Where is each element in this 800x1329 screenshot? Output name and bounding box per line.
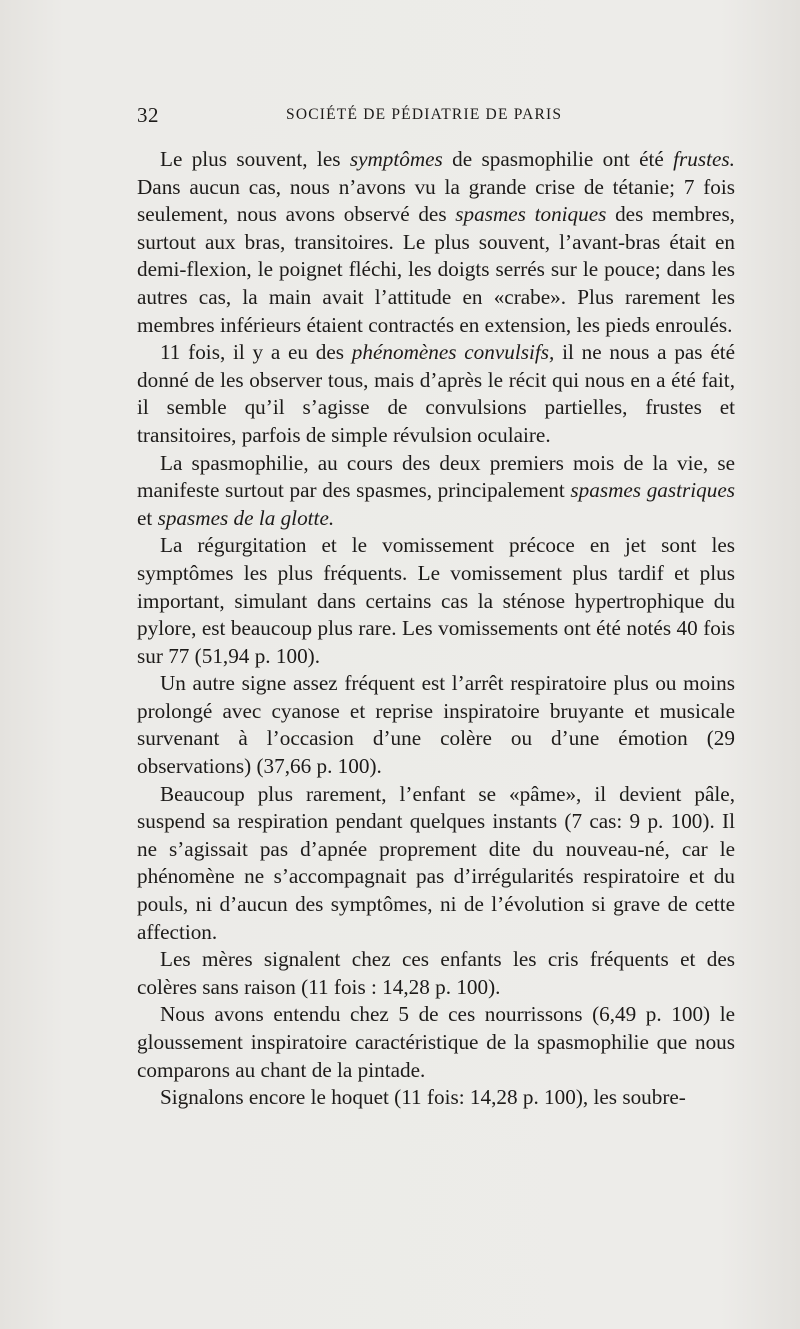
text-run: La spasmophilie, au cours des deux premiers mois de la vie, se manifeste surtout par des spasmes, principalement (137, 450, 735, 503)
italic-text: spasmes de la glotte. (157, 505, 335, 530)
running-head: SOCIÉTÉ DE PÉDIATRIE DE PARIS (286, 106, 563, 123)
text-run: Les mères signalent chez ces enfants les cris fréquents et des colères sans raison (11 fois : 14,28 p. 100). (137, 947, 735, 999)
paragraph (137, 1001, 735, 1084)
paragraph (137, 339, 735, 449)
italic-text: frustes. (673, 147, 735, 171)
page-number: 32 (137, 103, 159, 127)
body-text (137, 146, 735, 1112)
paragraph (137, 146, 735, 339)
text-run: Le plus souvent, les (160, 147, 350, 171)
text-run: de spasmophilie ont été (442, 147, 674, 171)
text-run: Un autre signe assez fréquent est l’arrêt respiratoire plus ou moins prolongé avec cyanose et reprise inspiratoire bruyante et musicale survenant à l’occasion d’une colère ou d’une émotion (29 observations) (37,66 p. 100). (137, 671, 735, 779)
text-run: Nous avons entendu chez 5 de ces nourrissons (6,49 p. 100) le gloussement inspiratoire caractéristique de la spasmophilie que nous comparons au chant de la pintade. (137, 1002, 735, 1082)
paragraph (137, 532, 735, 670)
text-run: et (137, 505, 158, 530)
paragraph (137, 946, 735, 1001)
italic-text: phénomènes convulsifs, (351, 340, 555, 365)
text-run: il ne nous a pas été donné de les observer tous, mais d’après le récit qui nous en a été fait, il semble qu’il s’agisse de convulsions partielles, frustes et transitoires, parfois de simple révulsion oculaire. (137, 340, 736, 447)
text-run: 11 fois, il y a eu des (160, 340, 352, 365)
paragraph (137, 450, 735, 533)
text-run: des membres, surtout aux bras, transitoires. Le plus souvent, l’avant-bras était en demi-flexion, le poignet fléchi, les doigts serrés sur le pouce; dans les autres cas, la main avait l’attitude en «crabe». Plus rarement les membres inférieurs étaient contractés en extension, les pieds enroulés. (137, 202, 735, 337)
text-run: Dans aucun cas, nous n’avons vu la grande crise de tétanie; 7 fois seulement, nous avons observé des (137, 174, 735, 227)
italic-text: spasmes toniques (455, 202, 607, 227)
text-run: Beaucoup plus rarement, l’enfant se «pâme», il devient pâle, suspend sa respiration pendant quelques instants (7 cas: 9 p. 100). Il ne s’agissait pas d’apnée proprement dite du nouveau-né, car le phénomène ne s’accompagnait pas d’irrégularités respiratoire et du pouls, ni d’aucun des symptômes, ni de l’évolution si grave de cette affection. (137, 781, 735, 944)
text-run: La régurgitation et le vomissement précoce en jet sont les symptômes les plus fréquents. Le vomissement plus tardif et plus important, simulant dans certains cas la sténose hypertrophique du pylore, est beaucoup plus rare. Les vomissements ont été notés 40 fois sur 77 (51,94 p. 100). (137, 533, 735, 668)
italic-text: symptômes (349, 147, 443, 171)
paragraph (137, 670, 735, 780)
italic-text: spasmes gastriques (570, 478, 735, 503)
page-header (137, 103, 737, 133)
text-run: Signalons encore le hoquet (11 fois: 14,28 p. 100), les soubre- (160, 1085, 686, 1110)
paragraph (137, 1084, 735, 1112)
paragraph (137, 781, 735, 947)
